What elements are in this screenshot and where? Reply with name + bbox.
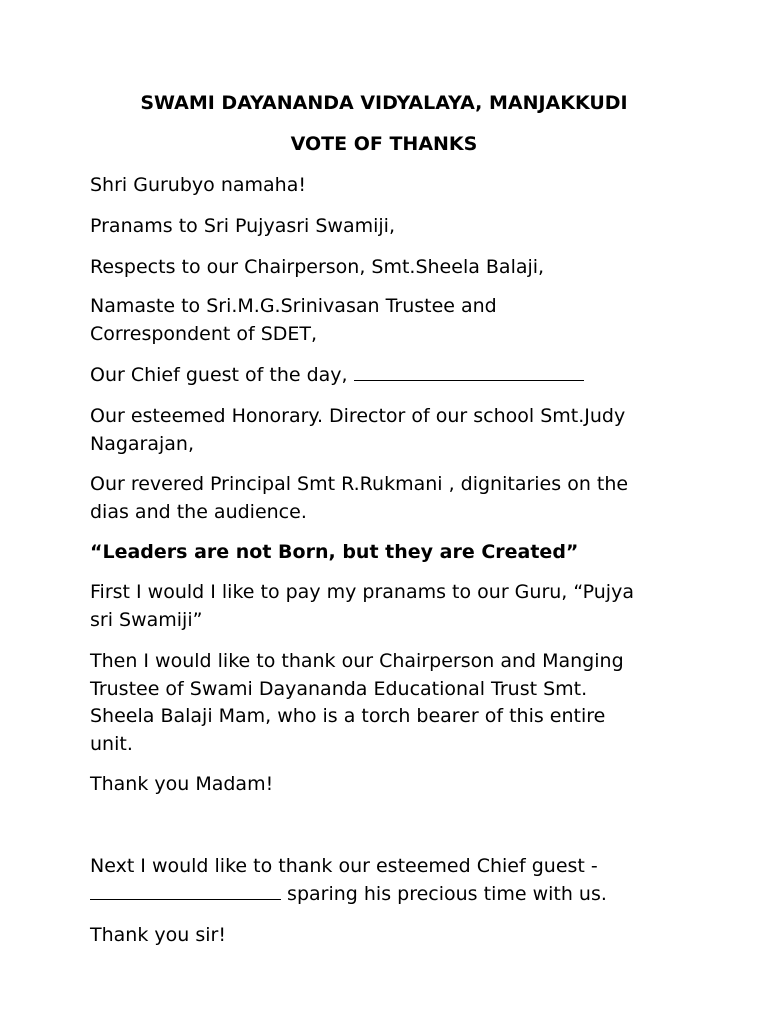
namaste-paragraph [90, 293, 690, 348]
chief-guest-thanks-paragraph [90, 853, 690, 908]
pranams-line: Pranams to Sri Pujyasri Swamiji, [90, 215, 396, 237]
namaste-line-2: Correspondent of SDET, [90, 322, 318, 345]
chairperson-thanks-line-1: Then I would like to thank our Chairperson and Manging [90, 650, 624, 672]
chief-guest-thanks-line-1: Next I would like to thank our esteemed Chief guest - [90, 855, 598, 877]
chief-guest-paragraph [90, 362, 690, 390]
chairperson-thanks-line-3: Sheela Balaji Mam, who is a torch bearer of this entire [90, 705, 606, 727]
principal-line-2: dias and the audience. [90, 500, 307, 523]
thank-you-sir: Thank you sir! [90, 924, 226, 946]
thank-you-madam: Thank you Madam! [90, 773, 274, 795]
principal-line-1: Our revered Principal Smt R.Rukmani , dignitaries on the [90, 473, 629, 495]
chairperson-thanks-line-4: unit. [90, 732, 133, 755]
namaste-line-1: Namaste to Sri.M.G.Srinivasan Trustee and [90, 295, 497, 317]
chairperson-thanks-paragraph [90, 648, 690, 758]
chief-guest-thanks-text: sparing his precious time with us. [287, 882, 607, 905]
guru-line-2: sri Swamiji” [90, 608, 203, 631]
guru-paragraph [90, 579, 690, 634]
document-heading: VOTE OF THANKS [290, 133, 478, 155]
respects-line: Respects to our Chairperson, Smt.Sheela Balaji, [90, 256, 545, 278]
school-title: SWAMI DAYANANDA VIDYALAYA, MANJAKKUDI [140, 92, 628, 114]
director-line-2: Nagarajan, [90, 432, 195, 455]
guru-line-1: First I would I like to pay my pranams to our Guru, “Pujya [90, 581, 634, 603]
principal-paragraph [90, 471, 690, 526]
chief-guest-thanks-blank [90, 881, 281, 900]
leadership-quote: “Leaders are not Born, but they are Created” [90, 541, 579, 563]
chief-guest-line: Our Chief guest of the day, [90, 364, 348, 386]
invocation-line: Shri Gurubyo namaha! [90, 174, 306, 196]
chief-guest-thanks-line-2 [90, 881, 690, 909]
chairperson-thanks-line-2: Trustee of Swami Dayananda Educational Trust Smt. [90, 677, 588, 700]
chief-guest-name-blank [354, 362, 584, 381]
director-line-1: Our esteemed Honorary. Director of our school Smt.Judy [90, 405, 626, 427]
director-paragraph [90, 403, 690, 458]
